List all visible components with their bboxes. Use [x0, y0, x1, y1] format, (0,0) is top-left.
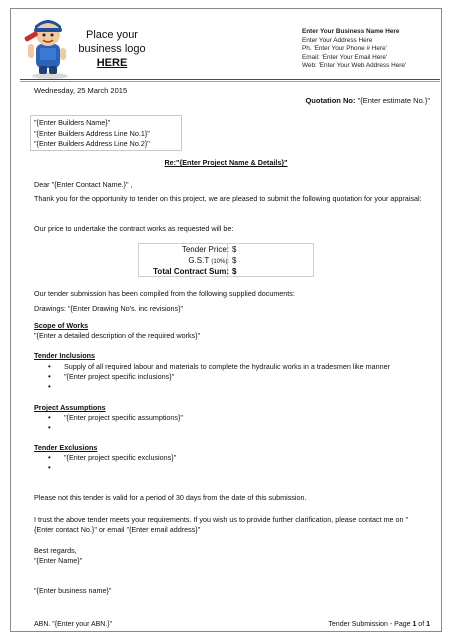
business-email: Email: 'Enter Your Email Here' — [302, 53, 388, 61]
total-value: $ — [232, 267, 237, 276]
assumptions-heading: Project Assumptions — [34, 403, 106, 412]
logo-line-3: HERE — [96, 57, 128, 69]
builders-name: "{Enter Builders Name}" — [34, 118, 111, 127]
business-address: Enter Your Address Here — [302, 36, 373, 44]
signatory-name: "{Enter Name}" — [34, 556, 83, 565]
price-table — [138, 243, 314, 277]
gst-label: G.S.T — [188, 256, 210, 265]
logo-line-1: Place your — [86, 29, 138, 41]
footer-abn: ABN. "{Enter your ABN.}" — [34, 621, 113, 628]
exclusions-heading: Tender Exclusions — [34, 443, 98, 452]
tender-price-label: Tender Price: — [181, 245, 229, 254]
page-of: of — [416, 621, 427, 628]
salutation: Dear "{Enter Contact Name.}" , — [34, 180, 133, 189]
inclusions-heading: Tender Inclusions — [34, 351, 95, 360]
gst-row — [139, 255, 315, 266]
scope-text: "{Enter a detailed description of the required works}" — [34, 331, 201, 340]
list-item: • "{Enter project specific assumptions}" — [34, 413, 434, 423]
business-details — [302, 28, 442, 71]
business-phone: Ph. 'Enter Your Phone # Here' — [302, 45, 387, 53]
intro-paragraph: Thank you for the opportunity to tender on this project, we are pleased to submit the following quotation for your appraisal: — [34, 194, 422, 203]
list-item — [34, 382, 434, 392]
plumber-mascot-icon — [20, 14, 76, 80]
list-item: • Supply of all required labour and materials to complete the hydraulic works in a tradesmen like manner — [34, 362, 434, 372]
logo-placeholder — [74, 28, 150, 70]
builders-address-box — [30, 115, 182, 151]
regards-line: Best regards, — [34, 546, 77, 555]
quotation-label: Quotation No: — [305, 96, 356, 105]
list-item — [34, 463, 434, 473]
page-prefix: Tender Submission - Page — [328, 621, 413, 628]
builders-address-line-1: "{Enter Builders Address Line No.1}" — [34, 128, 150, 138]
validity-statement: Please not this tender is valid for a period of 30 days from the date of this submission. — [34, 493, 307, 502]
header-rule-secondary — [20, 81, 440, 82]
scope-heading: Scope of Works — [34, 321, 89, 330]
page-total: 1 — [426, 621, 430, 628]
price-intro: Our price to undertake the contract works as requested will be: — [34, 224, 234, 233]
business-web: Web: 'Enter Your Web Address Here' — [302, 62, 407, 70]
gst-note: (10%): — [211, 259, 229, 265]
footer-page-number — [328, 621, 430, 628]
assumptions-list — [34, 413, 434, 433]
quotation-value: "{Enter estimate No.}" — [355, 96, 430, 105]
header-rule — [20, 79, 440, 80]
list-item: • "{Enter project specific exclusions}" — [34, 453, 434, 463]
builders-address-line-2: "{Enter Builders Address Line No.2}" — [34, 139, 150, 148]
quotation-number — [305, 96, 430, 105]
tender-price-value: $ — [232, 245, 237, 254]
logo-line-2: business logo — [78, 43, 146, 55]
total-label: Total Contract Sum: — [153, 267, 229, 276]
business-name: Enter Your Business Name Here — [302, 28, 400, 35]
drawings-line: Drawings: "{Enter Drawing No's. inc revisions}" — [34, 304, 184, 313]
documents-intro: Our tender submission has been compiled from the following supplied documents: — [34, 289, 295, 298]
list-item: • "{Enter project specific inclusions}" — [34, 372, 434, 382]
gst-value: $ — [232, 256, 237, 265]
signatory-business-name: "{Enter business name}" — [34, 586, 112, 595]
page-current: 1 — [412, 621, 417, 628]
document-date: Wednesday, 25 March 2015 — [34, 86, 128, 95]
total-row — [139, 266, 315, 277]
re-project-line: Re:"{Enter Project Name & Details}" — [164, 158, 288, 167]
tender-price-row — [139, 244, 315, 255]
trust-paragraph: I trust the above tender meets your requirements. If you wish us to provide further clarification, please contact me on "{Enter contact No.}" or email "{Enter email address}" — [34, 515, 409, 534]
exclusions-list — [34, 453, 434, 473]
list-item — [34, 423, 434, 433]
inclusions-list — [34, 362, 434, 392]
